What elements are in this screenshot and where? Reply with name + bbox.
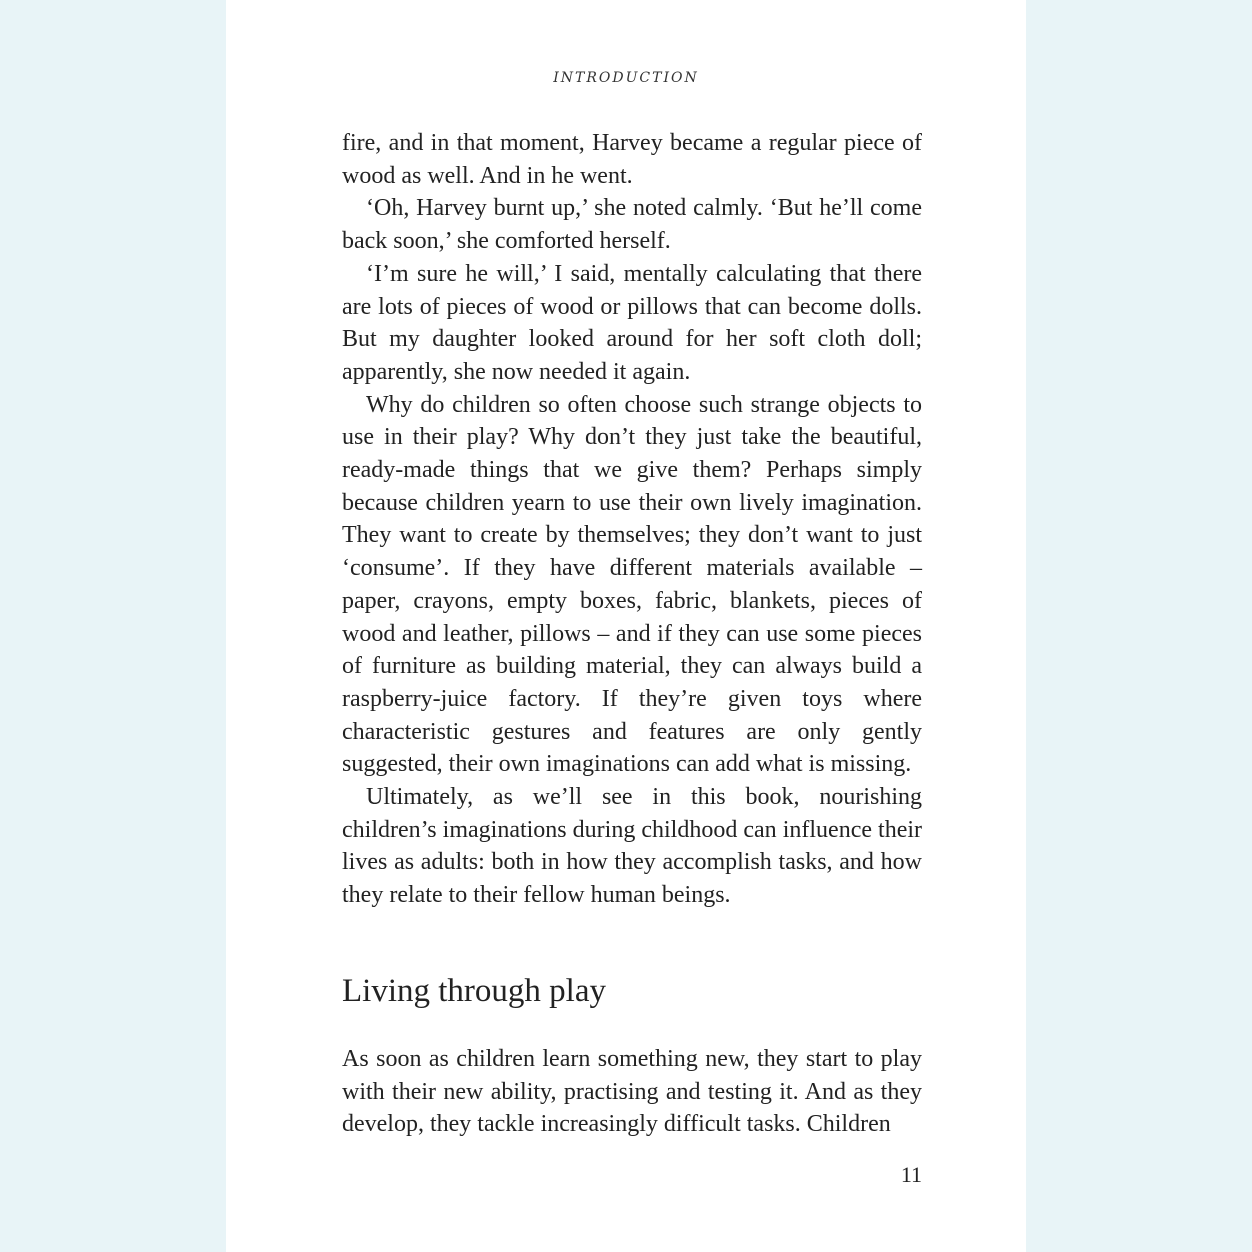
paragraph: ‘Oh, Harvey burnt up,’ she noted calmly. ‘But he’ll come back soon,’ she comforted herself. bbox=[342, 195, 922, 255]
running-head: INTRODUCTION bbox=[553, 70, 699, 86]
section-heading: Living through play bbox=[342, 973, 606, 1009]
section-body-text bbox=[342, 1043, 922, 1141]
paragraph: Why do children so often choose such strange objects to use in their play? Why don’t they just take the beautiful, ready-made things that we give them? Perhaps simply because children yearn to use their own lively imagination. They want to create by themselves; they don’t want to just ‘consume’. If they have different materials available – paper, crayons, empty boxes, fabric, blankets, pieces of wood and leather, pillows – and if they can use some pieces of furniture as building material, they can always build a raspberry-juice factory. If they’re given toys where characteristic gestures and features are only gently suggested, their own imaginations can add what is missing. bbox=[342, 391, 922, 778]
paragraph: ‘I’m sure he will,’ I said, mentally calculating that there are lots of pieces of wood or pillows that can become dolls. But my daughter looked around for her soft cloth doll; apparently, she now needed it again. bbox=[342, 260, 922, 385]
paragraph: fire, and in that moment, Harvey became a regular piece of wood as well. And in he went. bbox=[342, 130, 922, 189]
book-page bbox=[226, 0, 1026, 1252]
paragraph: Ultimately, as we’ll see in this book, nourishing children’s imaginations during childhood can influence their lives as adults: both in how they accomplish tasks, and how they relate to their fellow human beings. bbox=[342, 784, 922, 909]
page-number: 11 bbox=[900, 1162, 922, 1187]
body-text bbox=[342, 127, 922, 912]
paragraph: As soon as children learn something new, they start to play with their new ability, practising and testing it. And as they develop, they tackle increasingly difficult tasks. Children bbox=[342, 1046, 922, 1138]
